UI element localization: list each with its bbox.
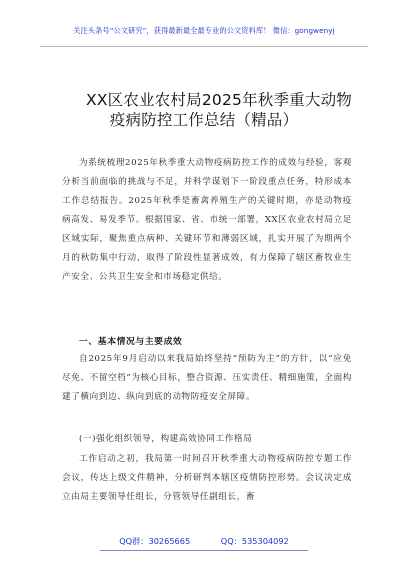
intro-paragraph: 为系统梳理2025年秋季重大动物疫病防控工作的成效与经验，客观分析当前面临的挑战与不足，并科学谋划下一阶段重点任务，特形成本工作总结报告。2025年秋季是畜禽养殖生产的关键时期，亦是动物疫病高发、易发季节。根据国家、省、市统一部署，XX区农业农村局立足区域实际，聚焦重点病种、关键环节和薄弱区域，扎实开展了为期两个月的秋防集中行动，取得了阶段性显著成效，有力保障了辖区畜牧业生产安全、公共卫生安全和市场稳定供给。 [62,158,352,282]
subsection-heading-1: (一)强化组织领导，构建高效协同工作格局 [79,434,253,444]
header-promo-note: 关注头条号“公文研究”，获得最新最全最专业的公文资料库！ 微信：gongwenyj [73,26,335,35]
section-1-paragraph: 自2025年9月启动以来我局始终坚持“预防为主”的方针，以“应免尽免、不留空档”为核心目标，整合资源、压实责任、精细施策，全面构建了横向到边、纵向到底的动物防疫安全屏障。 [62,354,353,402]
footer-qq-group: QQ群：30265665 [119,536,191,546]
document-title-line-1: XX区农业农村局2025年秋季重大动物 [86,91,352,109]
section-heading-1: 一、基本情况与主要成效 [79,337,183,347]
footer-divider [100,550,308,551]
subsection-1-paragraph: 工作启动之初，我局第一时间召开秋季重大动物疫病防控专题工作会议，传达上级文件精神，分析研判本辖区疫情防控形势。会议决定成立由局主要领导任组长，分管领导任副组长，畜 [62,454,352,502]
document-title-line-2: 疫病防控工作总结（精品） [109,111,299,129]
header-divider [40,46,368,47]
footer-contact [0,536,408,547]
footer-qq: QQ：535304092 [220,536,289,546]
